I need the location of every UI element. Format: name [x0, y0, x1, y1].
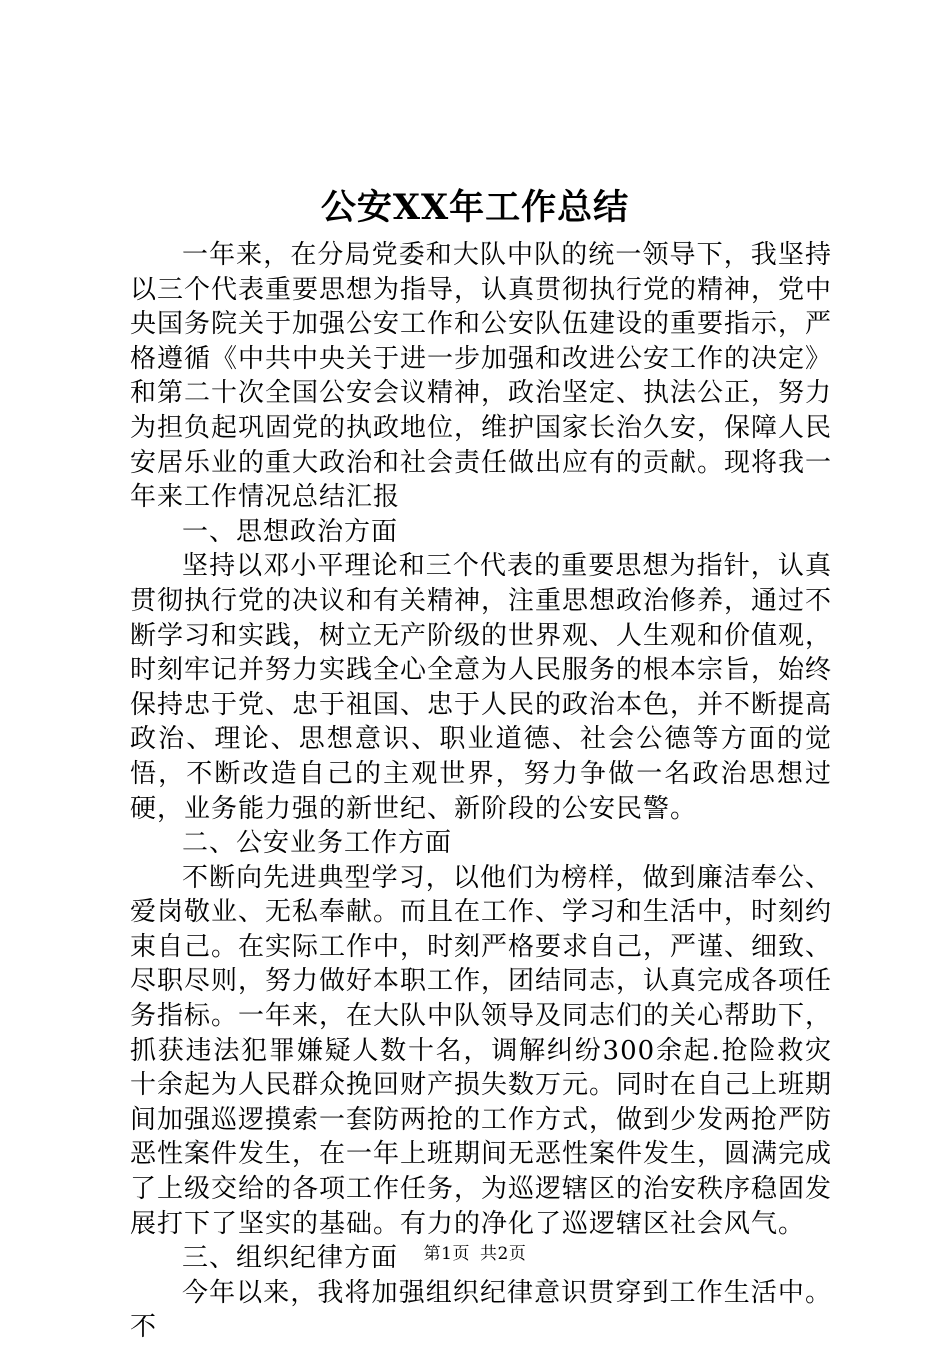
page-total: 共2页 [480, 1244, 527, 1264]
document-title: 公安XX年工作总结 [320, 187, 630, 228]
section-heading-discipline: 三、组织纪律方面 [182, 1243, 399, 1274]
page-number: 第1页 [423, 1244, 470, 1264]
intro-paragraph: 一年来，在分局党委和大队中队的统一领导下，我坚持以三个代表重要思想为指导，认真贯彻执行党的精神，党中央国务院关于加强公安工作和公安队伍建设的重要指示，严格遵循《中共中央关于进一步加强和改进公安工作的决定》和第二十次全国公安会议精神，政治坚定、执法公正，努力为担负起巩固党的执政地位，维护国家长治久安，保障人民安居乐业的重大政治和社会责任做出应有的贡献。现将我一年来工作情况总结汇报 [130, 240, 833, 513]
page-footer [0, 1243, 950, 1265]
section-heading-political: 一、思想政治方面 [182, 516, 399, 547]
section-heading-business: 二、公安业务工作方面 [182, 828, 453, 859]
document-body [130, 238, 832, 1345]
business-paragraph: 不断向先进典型学习，以他们为榜样，做到廉洁奉公、爱岗敬业、无私奉献。而且在工作、学习和生活中，时刻约束自己。在实际工作中，时刻严格要求自己，严谨、细致、尽职尽则，努力做好本职工作，团结同志，认真完成各项任务指标。一年来，在大队中队领导及同志们的关心帮助下，抓获违法犯罪嫌疑人数十名，调解纠纷300余起.抢险救灾十余起为人民群众挽回财产损失数万元。同时在自己上班期间加强巡逻摸索一套防两抢的工作方式，做到少发两抢严防恶性案件发生，在一年上班期间无恶性案件发生，圆满完成了上级交给的各项工作任务，为巡逻辖区的治安秩序稳固发展打下了坚实的基础。有力的净化了巡逻辖区社会风气。 [130, 862, 833, 1239]
discipline-paragraph: 今年以来，我将加强组织纪律意识贯穿到工作生活中。不 [130, 1277, 832, 1343]
political-paragraph: 坚持以邓小平理论和三个代表的重要思想为指针，认真贯彻执行党的决议和有关精神，注重思想政治修养，通过不断学习和实践，树立无产阶级的世界观、人生观和价值观，时刻牢记并努力实践全心全意为人民服务的根本宗旨，始终保持忠于党、忠于祖国、忠于人民的政治本色，并不断提高政治、理论、思想意识、职业道德、社会公德等方面的觉悟，不断改造自己的主观世界，努力争做一名政治思想过硬，业务能力强的新世纪、新阶段的公安民警。 [130, 551, 833, 824]
